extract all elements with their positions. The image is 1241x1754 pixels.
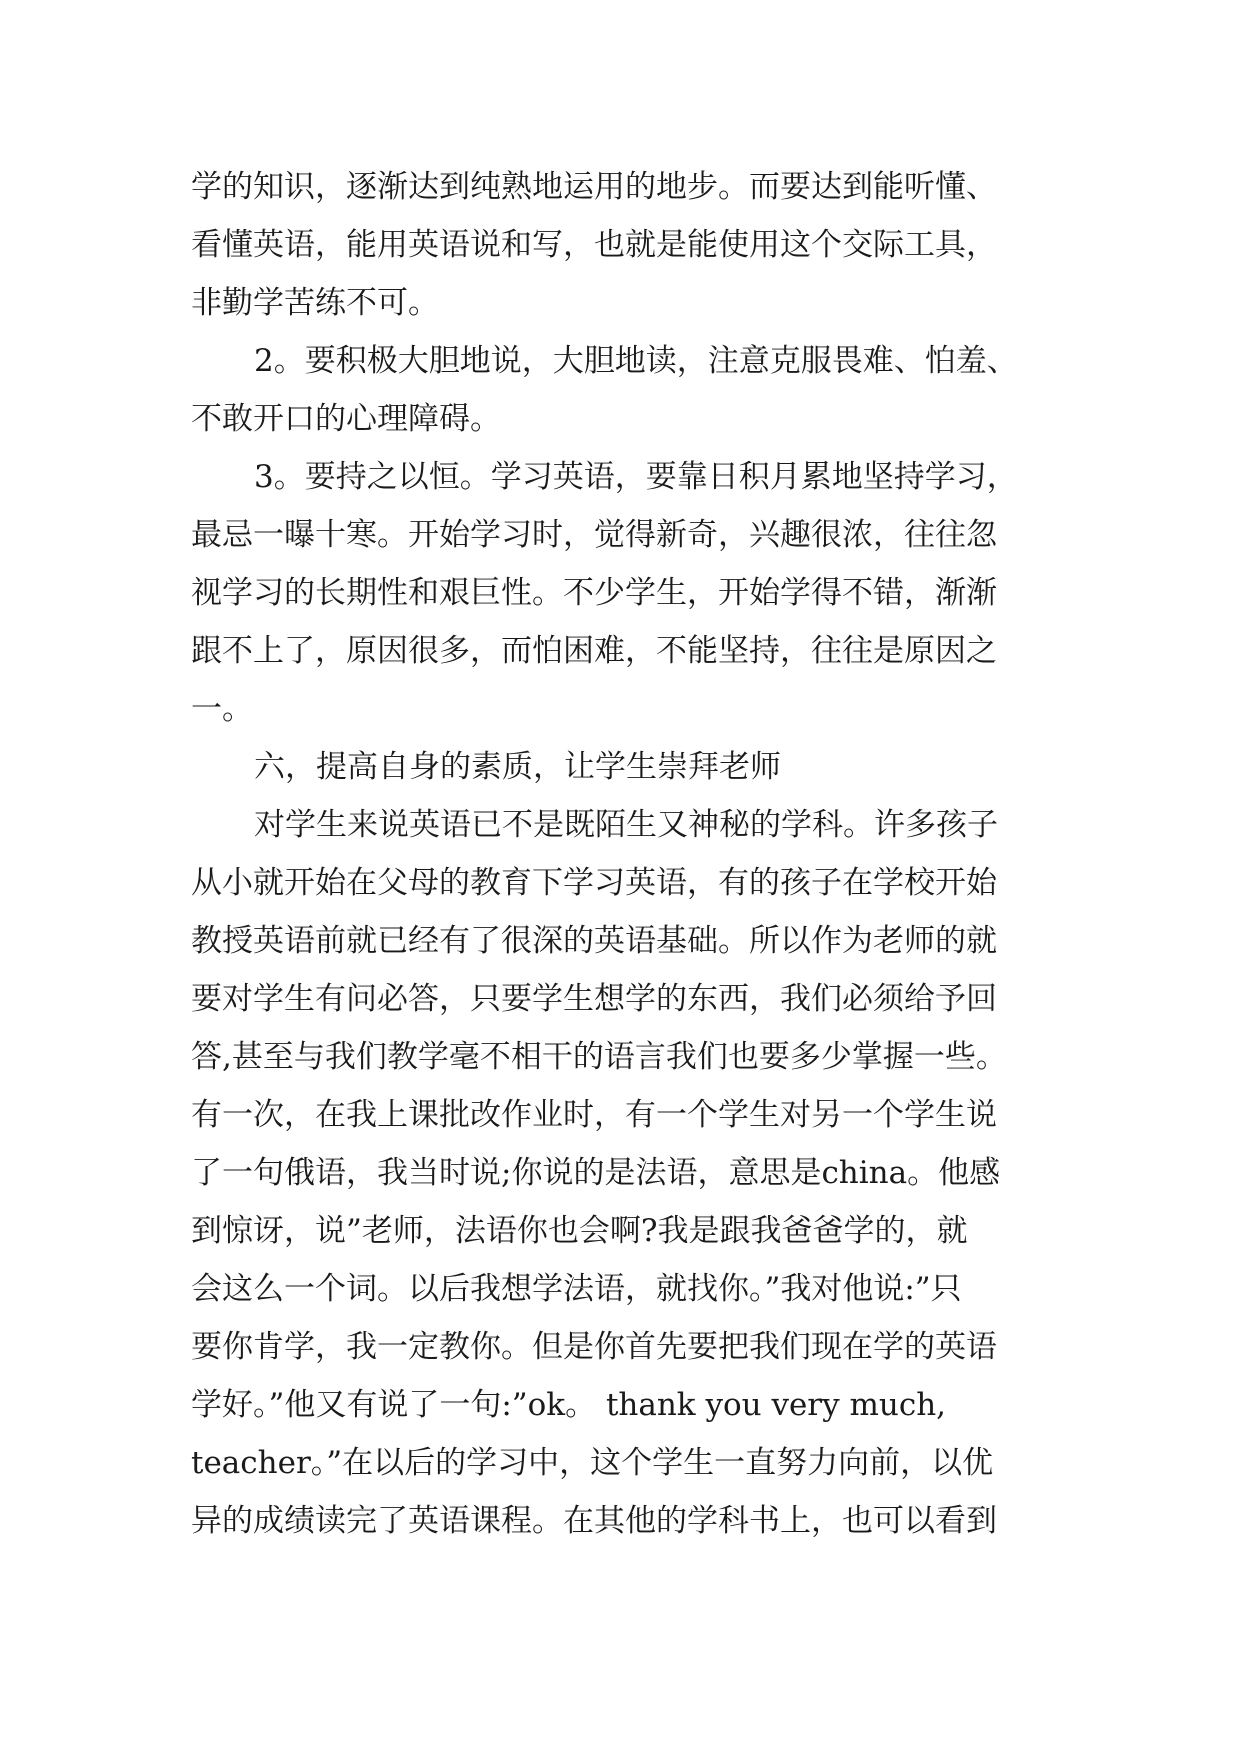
text-line: 非勤学苦练不可。: [191, 285, 439, 321]
text-line: 对学生来说英语已不是既陌生又神秘的学科。许多孩子: [254, 807, 998, 843]
text-line: 要你肯学，我一定教你。但是你首先要把我们现在学的英语: [191, 1329, 997, 1365]
text-line: 学好。”他又有说了一句:”ok。 thank you very much,: [191, 1387, 947, 1423]
text-line: 最忌一曝十寒。开始学习时，觉得新奇，兴趣很浓，往往忽: [191, 517, 997, 553]
document-body: [191, 158, 1071, 1550]
text-line: 看懂英语，能用英语说和写，也就是能使用这个交际工具，: [191, 227, 997, 263]
text-line: 答,甚至与我们教学毫不相干的语言我们也要多少掌握一些。: [191, 1039, 1007, 1075]
text-line: 一。: [191, 691, 253, 727]
text-line: 学的知识，逐渐达到纯熟地运用的地步。而要达到能听懂、: [191, 169, 997, 205]
text-line: 跟不上了，原因很多，而怕困难，不能坚持，往往是原因之: [191, 633, 997, 669]
text-line: 2。要积极大胆地说，大胆地读，注意克服畏难、怕羞、: [254, 343, 1018, 379]
text-line: 到惊讶，说”老师，法语你也会啊?我是跟我爸爸学的，就: [191, 1213, 968, 1249]
text-line: 视学习的长期性和艰巨性。不少学生，开始学得不错，渐渐: [191, 575, 997, 611]
text-line: 要对学生有问必答，只要学生想学的东西，我们必须给予回: [191, 981, 997, 1017]
text-line: 会这么一个词。以后我想学法语，就找你。”我对他说:”只: [191, 1271, 962, 1307]
text-line: 从小就开始在父母的教育下学习英语，有的孩子在学校开始: [191, 865, 997, 901]
text-line: teacher。”在以后的学习中，这个学生一直努力向前，以优: [191, 1445, 994, 1481]
text-line: 教授英语前就已经有了很深的英语基础。所以作为老师的就: [191, 923, 997, 959]
text-line: 不敢开口的心理障碍。: [191, 401, 501, 437]
text-line: 了一句俄语，我当时说;你说的是法语，意思是china。他感: [191, 1155, 1001, 1191]
text-line: 有一次，在我上课批改作业时，有一个学生对另一个学生说: [191, 1097, 997, 1133]
section-heading: 六，提高自身的素质，让学生崇拜老师: [254, 749, 781, 785]
text-line: 异的成绩读完了英语课程。在其他的学科书上，也可以看到: [191, 1503, 997, 1539]
text-line: 3。要持之以恒。学习英语，要靠日积月累地坚持学习，: [254, 459, 1018, 495]
